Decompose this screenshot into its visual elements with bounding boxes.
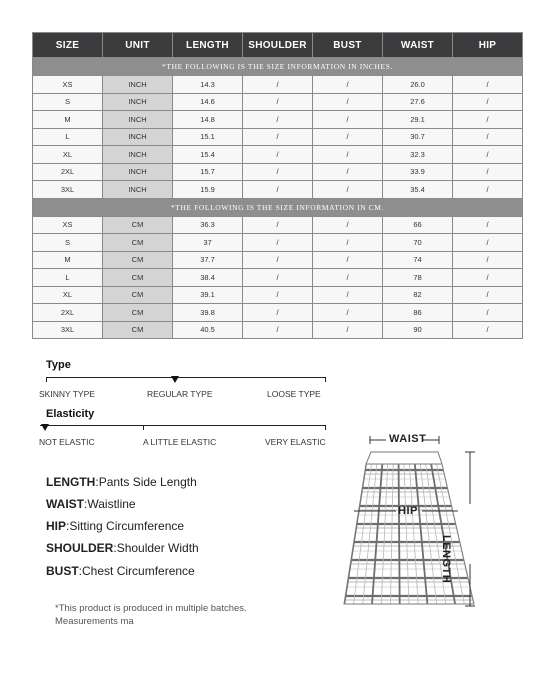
cell-length: 15.4 bbox=[173, 146, 243, 164]
cell-waist: 74 bbox=[383, 251, 453, 269]
cell-size: M bbox=[33, 251, 103, 269]
cell-unit: INCH bbox=[103, 111, 173, 129]
cell-bust: / bbox=[313, 251, 383, 269]
table-row bbox=[33, 304, 523, 322]
col-header-unit: UNIT bbox=[103, 33, 173, 58]
col-header-shoulder: SHOULDER bbox=[243, 33, 313, 58]
cell-length: 15.9 bbox=[173, 181, 243, 199]
elasticity-label-very: VERY ELASTIC bbox=[265, 437, 326, 447]
def-length bbox=[46, 475, 197, 489]
cell-length: 14.6 bbox=[173, 93, 243, 111]
cell-shoulder: / bbox=[243, 286, 313, 304]
cell-size: S bbox=[33, 93, 103, 111]
cell-length: 36.3 bbox=[173, 216, 243, 234]
table-row bbox=[33, 163, 523, 181]
length-measure-label: LENGTH bbox=[440, 535, 452, 584]
cell-unit: CM bbox=[103, 269, 173, 287]
cell-waist: 27.6 bbox=[383, 93, 453, 111]
cell-size: 3XL bbox=[33, 181, 103, 199]
cell-waist: 90 bbox=[383, 321, 453, 339]
cell-hip: / bbox=[453, 93, 523, 111]
cell-length: 15.7 bbox=[173, 163, 243, 181]
table-row bbox=[33, 269, 523, 287]
type-scale-line bbox=[46, 377, 326, 378]
cell-waist: 78 bbox=[383, 269, 453, 287]
cell-waist: 30.7 bbox=[383, 128, 453, 146]
cell-hip: / bbox=[453, 304, 523, 322]
table-row bbox=[33, 234, 523, 252]
cell-waist: 26.0 bbox=[383, 76, 453, 94]
cell-size: XL bbox=[33, 286, 103, 304]
cell-shoulder: / bbox=[243, 93, 313, 111]
cell-waist: 86 bbox=[383, 304, 453, 322]
def-sep: : bbox=[78, 564, 83, 578]
cell-hip: / bbox=[453, 76, 523, 94]
cell-shoulder: / bbox=[243, 304, 313, 322]
cell-hip: / bbox=[453, 216, 523, 234]
cell-size: L bbox=[33, 128, 103, 146]
table-body bbox=[33, 58, 523, 339]
cell-hip: / bbox=[453, 269, 523, 287]
cell-length: 37.7 bbox=[173, 251, 243, 269]
def-desc: Sitting Circumference bbox=[69, 519, 185, 533]
unit-banner-text: *THE FOLLOWING IS THE SIZE INFORMATION IN INCHES. bbox=[33, 58, 523, 76]
hip-measure-label: HIP bbox=[398, 505, 418, 517]
elasticity-scale-tick bbox=[325, 425, 326, 430]
table-header-row bbox=[33, 33, 523, 58]
def-term: LENGTH bbox=[46, 475, 96, 489]
size-table bbox=[32, 32, 523, 339]
def-hip bbox=[46, 519, 184, 533]
cell-shoulder: / bbox=[243, 163, 313, 181]
batch-note-line2: Measurements ma bbox=[55, 616, 134, 627]
cm-banner-row bbox=[33, 198, 523, 216]
cell-size: 2XL bbox=[33, 304, 103, 322]
cell-length: 40.5 bbox=[173, 321, 243, 339]
cell-bust: / bbox=[313, 181, 383, 199]
table-row bbox=[33, 181, 523, 199]
def-sep: : bbox=[84, 497, 88, 511]
type-label-skinny: SKINNY TYPE bbox=[39, 389, 95, 399]
cell-size: XS bbox=[33, 76, 103, 94]
cell-bust: / bbox=[313, 286, 383, 304]
def-term: WAIST bbox=[46, 497, 84, 511]
cell-bust: / bbox=[313, 146, 383, 164]
cell-size: XL bbox=[33, 146, 103, 164]
cell-unit: CM bbox=[103, 286, 173, 304]
cell-hip: / bbox=[453, 321, 523, 339]
cell-unit: INCH bbox=[103, 93, 173, 111]
cell-length: 39.8 bbox=[173, 304, 243, 322]
table-row bbox=[33, 251, 523, 269]
def-desc: Waistline bbox=[87, 497, 136, 511]
def-desc: Pants Side Length bbox=[98, 475, 197, 489]
table-row bbox=[33, 93, 523, 111]
elasticity-scale-tick bbox=[143, 425, 144, 430]
type-scale-title: Type bbox=[46, 359, 71, 371]
table-row bbox=[33, 76, 523, 94]
cell-size: 3XL bbox=[33, 321, 103, 339]
cell-size: M bbox=[33, 111, 103, 129]
cell-bust: / bbox=[313, 76, 383, 94]
cell-waist: 82 bbox=[383, 286, 453, 304]
def-term: BUST bbox=[46, 564, 79, 578]
cell-unit: INCH bbox=[103, 163, 173, 181]
cell-waist: 32.3 bbox=[383, 146, 453, 164]
cell-unit: INCH bbox=[103, 181, 173, 199]
def-desc: Shoulder Width bbox=[116, 541, 199, 555]
elasticity-selected-marker bbox=[41, 424, 49, 431]
cell-bust: / bbox=[313, 234, 383, 252]
waist-measure-label: WAIST bbox=[389, 433, 427, 445]
cell-length: 14.8 bbox=[173, 111, 243, 129]
cell-unit: CM bbox=[103, 251, 173, 269]
cell-bust: / bbox=[313, 321, 383, 339]
table-row bbox=[33, 128, 523, 146]
col-header-bust: BUST bbox=[313, 33, 383, 58]
table-row bbox=[33, 286, 523, 304]
cell-length: 15.1 bbox=[173, 128, 243, 146]
elasticity-scale-line bbox=[40, 425, 326, 426]
type-label-loose: LOOSE TYPE bbox=[267, 389, 321, 399]
cell-hip: / bbox=[453, 286, 523, 304]
cell-bust: / bbox=[313, 216, 383, 234]
cell-hip: / bbox=[453, 111, 523, 129]
def-term: SHOULDER bbox=[46, 541, 114, 555]
table-row bbox=[33, 111, 523, 129]
cell-bust: / bbox=[313, 304, 383, 322]
cell-unit: CM bbox=[103, 321, 173, 339]
cell-shoulder: / bbox=[243, 111, 313, 129]
cell-size: L bbox=[33, 269, 103, 287]
cell-shoulder: / bbox=[243, 321, 313, 339]
cell-size: 2XL bbox=[33, 163, 103, 181]
cell-waist: 70 bbox=[383, 234, 453, 252]
def-sep: : bbox=[66, 519, 70, 533]
cell-unit: INCH bbox=[103, 76, 173, 94]
cell-length: 39.1 bbox=[173, 286, 243, 304]
cell-bust: / bbox=[313, 111, 383, 129]
cell-waist: 35.4 bbox=[383, 181, 453, 199]
cell-shoulder: / bbox=[243, 76, 313, 94]
col-header-length: LENGTH bbox=[173, 33, 243, 58]
cell-unit: CM bbox=[103, 234, 173, 252]
cell-bust: / bbox=[313, 128, 383, 146]
cell-size: XS bbox=[33, 216, 103, 234]
cell-hip: / bbox=[453, 146, 523, 164]
cell-hip: / bbox=[453, 251, 523, 269]
cell-size: S bbox=[33, 234, 103, 252]
cell-hip: / bbox=[453, 128, 523, 146]
col-header-size: SIZE bbox=[33, 33, 103, 58]
cell-length: 14.3 bbox=[173, 76, 243, 94]
cell-hip: / bbox=[453, 181, 523, 199]
elasticity-label-not: NOT ELASTIC bbox=[39, 437, 95, 447]
skirt-illustration bbox=[340, 430, 500, 630]
cell-shoulder: / bbox=[243, 146, 313, 164]
elasticity-label-little: A LITTLE ELASTIC bbox=[143, 437, 217, 447]
cell-shoulder: / bbox=[243, 234, 313, 252]
def-shoulder bbox=[46, 541, 199, 555]
col-header-waist: WAIST bbox=[383, 33, 453, 58]
cell-bust: / bbox=[313, 269, 383, 287]
def-term: HIP bbox=[46, 519, 67, 533]
unit-banner-text: *THE FOLLOWING IS THE SIZE INFORMATION IN CM. bbox=[33, 198, 523, 216]
def-desc: Chest Circumference bbox=[82, 564, 195, 578]
type-selected-marker bbox=[171, 376, 179, 383]
cell-bust: / bbox=[313, 93, 383, 111]
cell-shoulder: / bbox=[243, 269, 313, 287]
col-header-hip: HIP bbox=[453, 33, 523, 58]
cell-length: 37 bbox=[173, 234, 243, 252]
cell-bust: / bbox=[313, 163, 383, 181]
type-scale-tick bbox=[46, 377, 47, 382]
elasticity-scale-title: Elasticity bbox=[46, 408, 95, 420]
cell-shoulder: / bbox=[243, 128, 313, 146]
cell-hip: / bbox=[453, 234, 523, 252]
def-sep: : bbox=[113, 541, 117, 555]
cell-shoulder: / bbox=[243, 251, 313, 269]
def-sep: : bbox=[95, 475, 99, 489]
cell-waist: 29.1 bbox=[383, 111, 453, 129]
cell-unit: CM bbox=[103, 216, 173, 234]
cell-waist: 66 bbox=[383, 216, 453, 234]
cell-unit: CM bbox=[103, 304, 173, 322]
cell-length: 38.4 bbox=[173, 269, 243, 287]
cell-waist: 33.9 bbox=[383, 163, 453, 181]
cell-hip: / bbox=[453, 163, 523, 181]
type-label-regular: REGULAR TYPE bbox=[147, 389, 213, 399]
type-scale-tick bbox=[325, 377, 326, 382]
def-bust bbox=[46, 564, 195, 578]
cell-unit: INCH bbox=[103, 146, 173, 164]
inch-banner-row bbox=[33, 58, 523, 76]
cell-shoulder: / bbox=[243, 181, 313, 199]
batch-note-line1: *This product is produced in multiple batches. bbox=[55, 603, 247, 614]
cell-unit: INCH bbox=[103, 128, 173, 146]
table-row bbox=[33, 216, 523, 234]
cell-shoulder: / bbox=[243, 216, 313, 234]
table-row bbox=[33, 146, 523, 164]
table-row bbox=[33, 321, 523, 339]
def-waist bbox=[46, 497, 136, 511]
